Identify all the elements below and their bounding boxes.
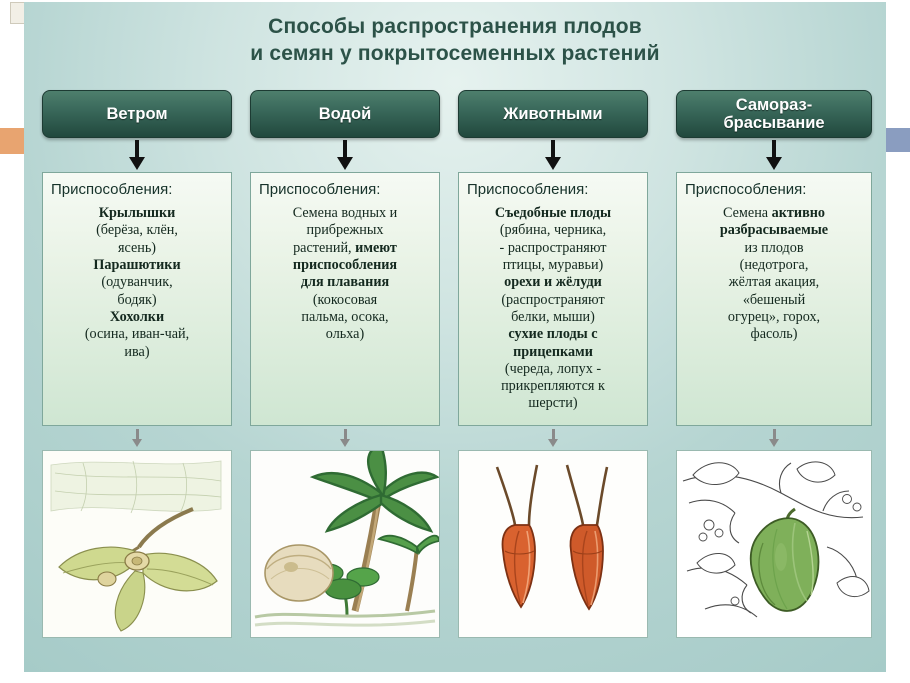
image-box-water xyxy=(250,450,440,638)
column-wind xyxy=(42,90,232,638)
arrow-self-dispersal xyxy=(676,138,872,172)
image-box-wind xyxy=(42,450,232,638)
self-line-2: разбрасываемые xyxy=(719,222,829,239)
diagram-panel xyxy=(24,2,886,672)
animals-line-8: сухие плоды с xyxy=(508,326,598,343)
self-line-1: Семена xyxy=(723,205,772,221)
header-label-wind: Ветром xyxy=(106,104,168,123)
adaptations-text-animals xyxy=(467,205,639,413)
page-title-line-2: и семян у покрытосеменных растений xyxy=(250,41,660,65)
self-line-7: огурец», горох, xyxy=(727,308,821,325)
animals-line-7: белки, мыши) xyxy=(511,308,595,325)
animals-line-10: (череда, лопух - xyxy=(504,360,602,377)
adaptations-label-animals: Приспособления: xyxy=(467,181,589,198)
self-line-4: (недотрога, xyxy=(739,256,809,273)
wind-line-9: ива) xyxy=(124,343,150,360)
wind-line-4: Парашютики xyxy=(93,256,181,273)
arrow-animals xyxy=(458,138,648,172)
adaptations-text-water xyxy=(259,205,431,344)
wind-line-6: бодяк) xyxy=(117,291,157,308)
header-label-self-dispersal-line-2: брасывание xyxy=(723,114,825,132)
wind-line-1: Крылышки xyxy=(98,205,176,221)
header-box-water[interactable] xyxy=(250,90,440,138)
small-arrow-wind xyxy=(42,426,232,450)
water-line-2: прибрежных xyxy=(306,222,384,239)
header-label-self-dispersal-line-1: Самораз- xyxy=(735,95,813,114)
page-title xyxy=(24,14,886,68)
header-label-animals: Животными xyxy=(503,104,603,123)
coconut-palm-icon xyxy=(251,451,439,637)
squirting-cucumber-icon xyxy=(677,451,871,637)
water-line-3: растений, xyxy=(293,239,356,256)
animals-line-3: - распространяют xyxy=(499,239,607,256)
column-animals xyxy=(458,90,648,638)
adaptations-text-wind xyxy=(51,205,223,361)
header-box-wind[interactable] xyxy=(42,90,232,138)
adaptations-text-self-dispersal xyxy=(685,205,863,344)
animals-line-4: птицы, муравьи) xyxy=(502,256,604,273)
animals-line-2: (рябина, черника, xyxy=(499,222,607,239)
small-arrow-self-dispersal xyxy=(676,426,872,450)
header-label-self-dispersal xyxy=(723,96,824,133)
header-box-self-dispersal[interactable] xyxy=(676,90,872,138)
image-box-animals xyxy=(458,450,648,638)
self-line-1-bold: активно xyxy=(771,205,825,221)
arrow-wind xyxy=(42,138,232,172)
animals-line-11: прикрепляются к xyxy=(501,378,605,395)
self-line-6: «бешеный xyxy=(742,291,806,308)
adaptations-label-water: Приспособления: xyxy=(259,181,381,198)
animals-line-5: орехи и жёлуди xyxy=(504,274,602,291)
column-water xyxy=(250,90,440,638)
text-box-wind xyxy=(42,172,232,426)
header-label-water: Водой xyxy=(318,104,372,123)
animals-line-12: шерсти) xyxy=(528,395,578,412)
image-box-self-dispersal xyxy=(676,450,872,638)
adaptations-label-self-dispersal: Приспособления: xyxy=(685,181,807,198)
adaptations-label-wind: Приспособления: xyxy=(51,181,173,198)
wind-line-5: (одуванчик, xyxy=(101,274,173,291)
burdock-hooked-fruits-icon xyxy=(459,451,647,637)
water-line-5: для плавания xyxy=(300,274,390,291)
wind-line-7: Хохолки xyxy=(109,308,165,325)
water-line-1: Семена водных и xyxy=(292,205,398,221)
water-line-3-bold: имеют xyxy=(355,239,397,256)
arrow-water xyxy=(250,138,440,172)
water-line-8: ольха) xyxy=(325,326,365,343)
page-title-line-1: Способы распространения плодов xyxy=(268,15,642,38)
animals-line-6: (распространяют xyxy=(501,291,605,308)
small-arrow-water xyxy=(250,426,440,450)
water-line-7: пальма, осока, xyxy=(301,308,389,325)
maple-winged-seeds-icon xyxy=(43,451,231,637)
wind-line-3: ясень) xyxy=(117,239,157,256)
small-arrow-animals xyxy=(458,426,648,450)
text-box-self-dispersal xyxy=(676,172,872,426)
wind-line-2: (берёза, клён, xyxy=(96,222,178,239)
animals-line-9: прицепками xyxy=(513,343,593,360)
self-line-3: из плодов xyxy=(744,239,804,256)
animals-line-1: Съедобные плоды xyxy=(494,205,612,221)
column-self-dispersal xyxy=(676,90,872,638)
wind-line-8: (осина, иван-чай, xyxy=(84,326,190,343)
self-line-8: фасоль) xyxy=(750,326,798,343)
water-line-4: приспособления xyxy=(292,256,398,273)
self-line-5: жёлтая акация, xyxy=(728,274,820,291)
water-line-6: (кокосовая xyxy=(312,291,378,308)
text-box-animals xyxy=(458,172,648,426)
text-box-water xyxy=(250,172,440,426)
header-box-animals[interactable] xyxy=(458,90,648,138)
